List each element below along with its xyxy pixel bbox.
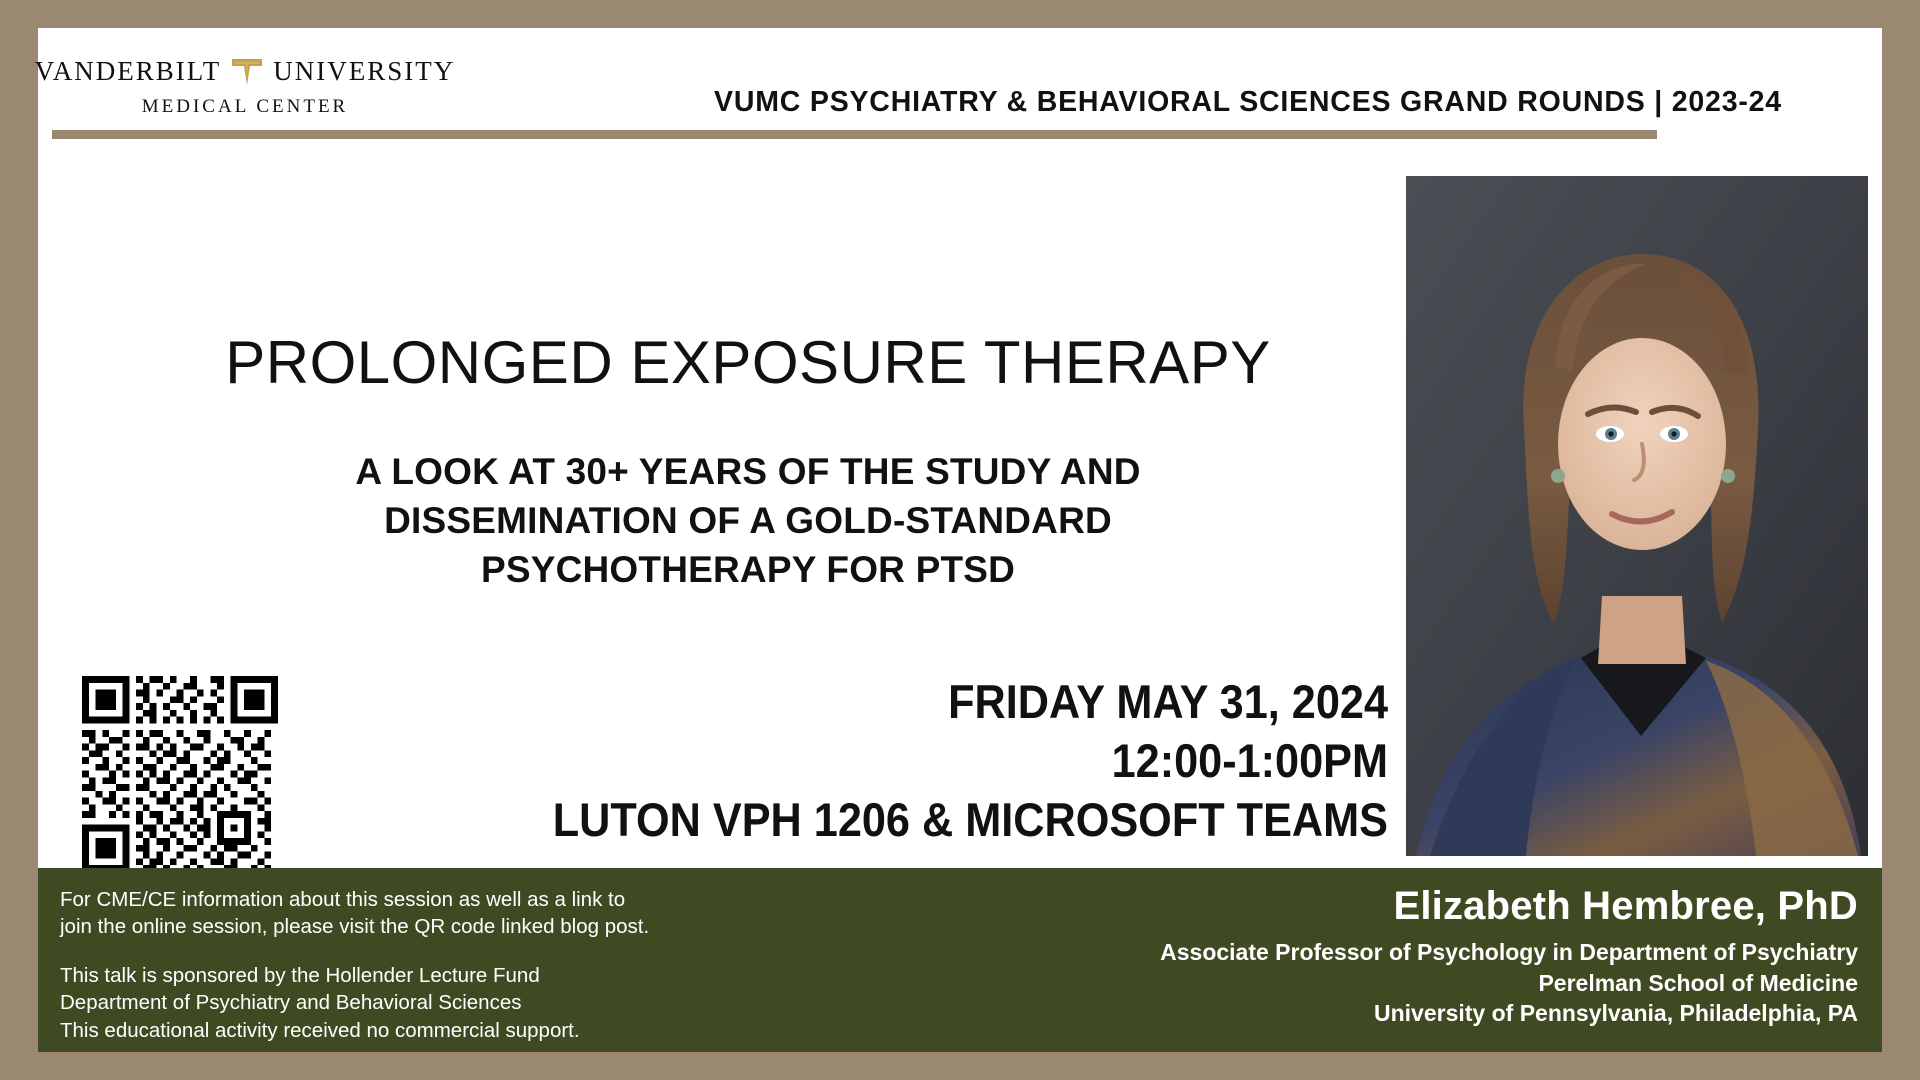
sponsor-line-1: This talk is sponsored by the Hollender Lecture Fund [60,963,540,987]
logo-word-university: UNIVERSITY [273,56,456,86]
speaker-block [908,884,1858,1029]
poster-footer [38,868,1882,1052]
logo-word-vanderbilt: VANDERBILT [34,56,222,86]
talk-title: PROLONGED EXPOSURE THERAPY [225,329,1271,396]
footer-notes [60,886,880,1044]
sponsor-line-2: Department of Psychiatry and Behavioral Sciences [60,991,522,1015]
speaker-school: Perelman School of Medicine [1538,969,1858,996]
talk-subtitle-line-2: DISSEMINATION OF A GOLD-STANDARD [384,499,1112,541]
event-location: LUTON VPH 1206 & MICROSOFT TEAMS [552,792,1388,846]
vanderbilt-logo [34,56,456,118]
speaker-affiliation [908,937,1858,1029]
cme-note-line-1: For CME/CE information about this session as well as a link to [60,888,626,911]
poster-card [34,28,1882,1052]
event-time: 12:00-1:00PM [1111,733,1388,787]
logo-primary-line [34,56,456,87]
event-date: FRIDAY MAY 31, 2024 [948,675,1388,728]
logo-secondary-line: MEDICAL CENTER [141,96,349,117]
talk-subtitle-line-1: A LOOK AT 30+ YEARS OF THE STUDY AND [355,451,1141,492]
speaker-name: Elizabeth Hembree, PhD [1393,884,1858,928]
vanderbilt-v-icon [230,57,264,87]
event-details [422,673,1388,849]
speaker-title: Associate Professor of Psychology in Department of Psychiatry [1160,939,1858,965]
speaker-photo [1406,176,1868,856]
sponsor-line-3: This educational activity received no commercial support. [60,1018,580,1042]
poster-header [34,28,1882,146]
header-divider [52,130,1657,139]
qr-code[interactable] [82,676,278,872]
talk-subtitle [178,448,1318,594]
grand-rounds-series-title: VUMC PSYCHIATRY & BEHAVIORAL SCIENCES GRAND ROUNDS | 2023-24 [714,86,1782,118]
speaker-institution: University of Pennsylvania, Philadelphia, PA [1374,1000,1858,1027]
cme-note-line-2: join the online session, please visit the QR code linked blog post. [60,915,650,939]
talk-subtitle-line-3: PSYCHOTHERAPY FOR PTSD [480,548,1016,590]
